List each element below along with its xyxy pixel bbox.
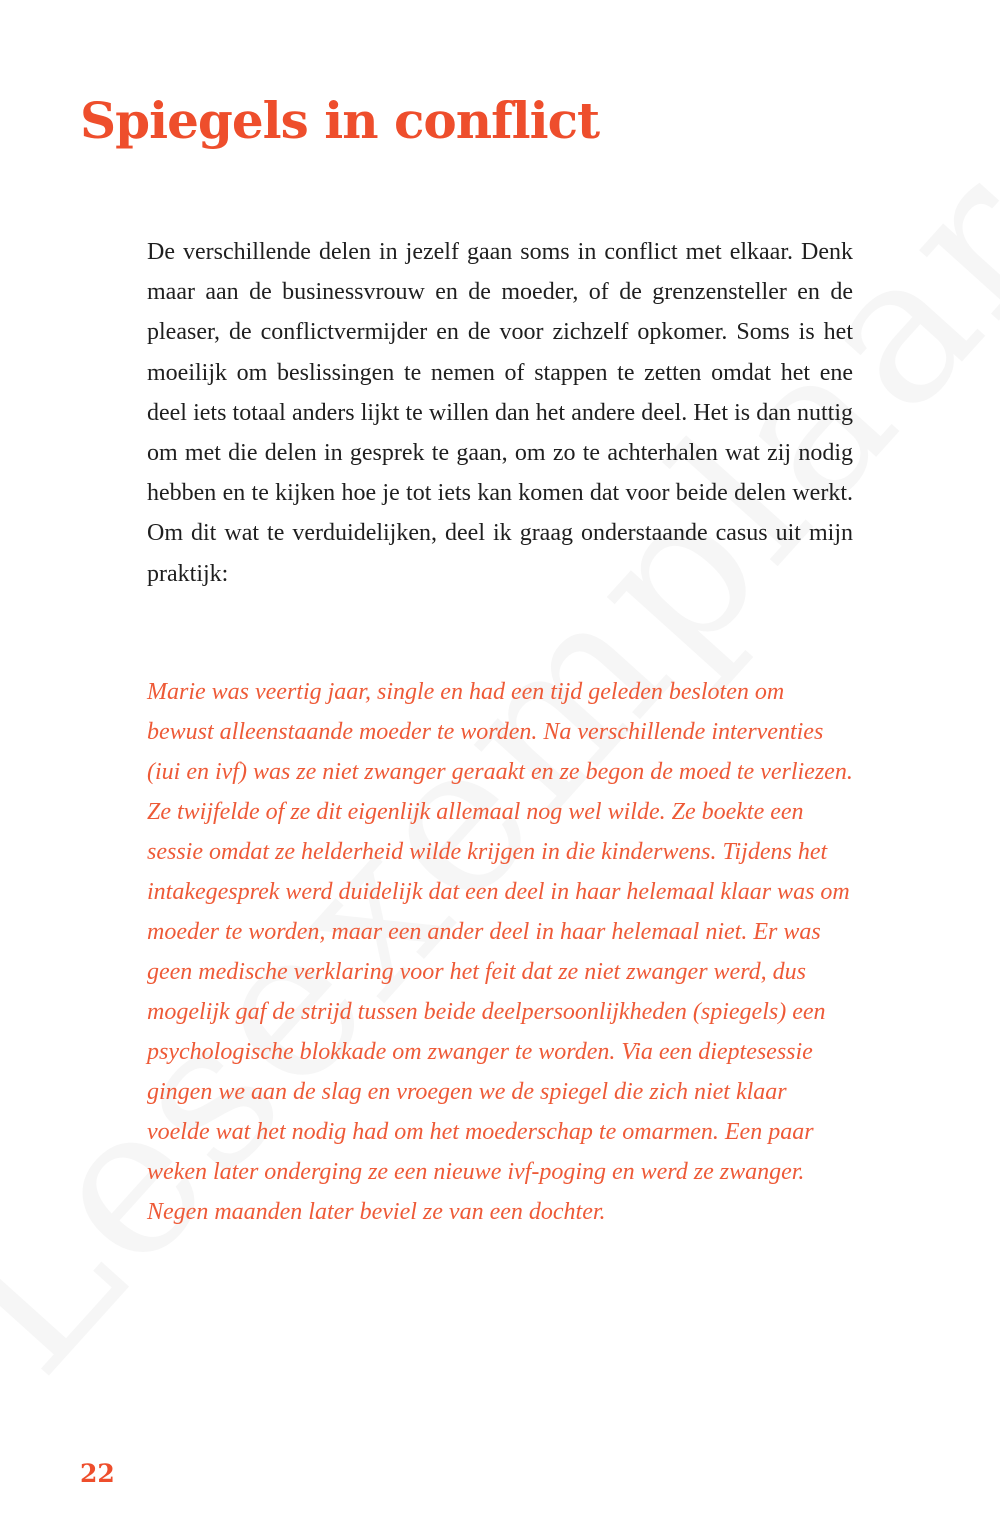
intro-paragraph: De verschillende delen in jezelf gaan soms in conflict met elkaar. Denk maar aan de businessvrouw en de moeder, of de grenzensteller en de pleaser, de conflictvermijder en de voor zichzelf opkomer. Soms is het moeilijk om beslissingen te nemen of stappen te zetten omdat het ene deel iets totaal anders lijkt te willen dan het andere deel. Het is dan nuttig om met die delen in gesprek te gaan, om zo te achterhalen wat zij nodig hebben en te kijken hoe je tot iets kan komen dat voor beide delen werkt. Om dit wat te verduidelijken, deel ik graag onderstaande casus uit mijn praktijk: [147,239,853,587]
page-number: 22 [80,1459,115,1488]
case-study-paragraph: Marie was veertig jaar, single en had een tijd geleden besloten om bewust alleenstaande moeder te worden. Na verschillende interventies (iui en ivf) was ze niet zwanger geraakt en ze begon de moed te verliezen. Ze twijfelde of ze dit eigenlijk allemaal nog wel wilde. Ze boekte een sessie omdat ze helderheid wilde krijgen in die kinderwens. Tijdens het intakegesprek werd duidelijk dat een deel in haar helemaal klaar was om moeder te worden, maar een ander deel in haar helemaal niet. Er was geen medische verklaring voor het feit dat ze niet zwanger werd, dus mogelijk gaf de strijd tussen beide deelpersoonlijkheden (spiegels) een psychologische blokkade om zwanger te worden. Via een dieptesessie gingen we aan de slag en vroegen we de spiegel die zich niet klaar voelde wat het nodig had om het moederschap te omarmen. Een paar weken later onderging ze een nieuwe ivf-poging en werd ze zwanger. Negen maanden later beviel ze van een dochter. [147,679,853,1225]
page-title: Spiegels in conflict [80,91,600,150]
